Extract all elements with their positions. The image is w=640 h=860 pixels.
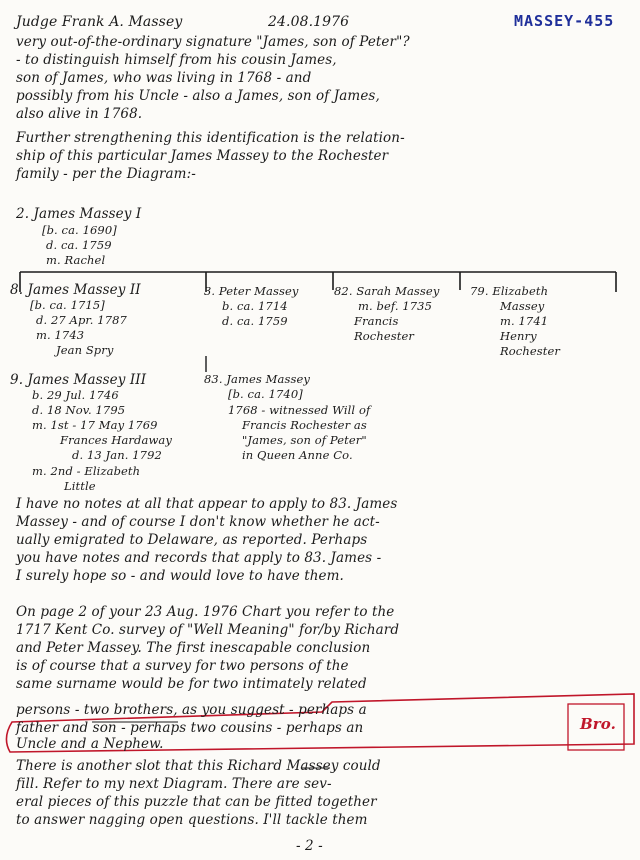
tree-node-detail: Francis (354, 314, 399, 328)
survey-line: and Peter Massey. The first inescapable conclusion (16, 640, 371, 656)
tree-node-name: 9. James Massey III (10, 372, 147, 388)
tree-node-name: 82. Sarah Massey (334, 284, 440, 298)
relationship-line: ship of this particular James Massey to the Rochester (16, 148, 389, 164)
tree-node-detail: m. Rachel (46, 253, 106, 267)
tree-node-detail: m. 1st - 17 May 1769 (32, 418, 158, 432)
tree-node-detail: m. bef. 1735 (358, 299, 433, 313)
survey-line: There is another slot that this Richard Massey could (16, 758, 381, 774)
survey-line: is of course that a survey for two persons of the (16, 658, 349, 674)
intro-line: also alive in 1768. (16, 106, 143, 122)
tree-node-detail: [b. ca. 1715] (30, 298, 105, 312)
intro-line: very out-of-the-ordinary signature "James, son of Peter"? (16, 34, 410, 50)
document-date: 24.08.1976 (268, 14, 350, 30)
intro-line: - to distinguish himself from his cousin James, (16, 52, 337, 68)
tree-node-detail: Little (64, 479, 96, 493)
survey-line: to answer nagging open questions. I'll tackle them (16, 812, 368, 828)
archive-stamp: MASSEY-455 (514, 12, 615, 30)
notes-line: Massey - and of course I don't know whether he act- (16, 514, 380, 530)
survey-line: Uncle and a Nephew. (16, 736, 164, 752)
tree-node-detail: 1768 - witnessed Will of (228, 403, 371, 417)
relationship-line: Further strengthening this identification is the relation- (16, 130, 405, 146)
tree-node-detail: in Queen Anne Co. (242, 448, 353, 462)
tree-node-name: 8. James Massey II (10, 282, 141, 298)
tree-node-detail: Jean Spry (56, 343, 114, 357)
tree-node-detail: b. 29 Jul. 1746 (32, 388, 119, 402)
survey-line: eral pieces of this puzzle that can be fitted together (16, 794, 377, 810)
notes-line: you have notes and records that apply to 83. James - (16, 550, 382, 566)
tree-node-detail: d. ca. 1759 (46, 238, 112, 252)
tree-node-detail: Henry (500, 329, 537, 343)
tree-node-detail: Rochester (500, 344, 560, 358)
tree-node-detail: d. 27 Apr. 1787 (36, 313, 127, 327)
tree-node-detail: d. 13 Jan. 1792 (72, 448, 162, 462)
tree-node-detail: "James, son of Peter" (242, 433, 367, 447)
document-author: Judge Frank A. Massey (16, 14, 183, 30)
tree-node-detail: d. ca. 1759 (222, 314, 288, 328)
margin-note: Bro. (580, 715, 616, 733)
notes-line: I have no notes at all that appear to apply to 83. James (16, 496, 398, 512)
survey-line: fill. Refer to my next Diagram. There are sev- (16, 776, 332, 792)
tree-node-detail: b. ca. 1714 (222, 299, 288, 313)
tree-node-detail: Massey (500, 299, 545, 313)
tree-node-detail: d. 18 Nov. 1795 (32, 403, 126, 417)
tree-node-name: 2. James Massey I (16, 206, 142, 222)
survey-line: 1717 Kent Co. survey of "Well Meaning" for/by Richard (16, 622, 400, 638)
notes-line: ually emigrated to Delaware, as reported. Perhaps (16, 532, 368, 548)
tree-node-detail: Rochester (354, 329, 414, 343)
tree-node-name: 79. Elizabeth (470, 284, 549, 298)
tree-node-detail: Francis Rochester as (242, 418, 367, 432)
survey-line: persons - two brothers, as you suggest - perhaps a (16, 702, 367, 718)
survey-line: On page 2 of your 23 Aug. 1976 Chart you refer to the (16, 604, 395, 620)
tree-node-detail: m. 1741 (500, 314, 549, 328)
tree-node-detail: m. 1743 (36, 328, 85, 342)
page-number: - 2 - (296, 838, 323, 854)
tree-node-detail: m. 2nd - Elizabeth (32, 464, 141, 478)
tree-node-detail: [b. ca. 1690] (42, 223, 117, 237)
tree-node-detail: Frances Hardaway (60, 433, 172, 447)
survey-line: same surname would be for two intimately related (16, 676, 367, 692)
relationship-line: family - per the Diagram:- (16, 166, 196, 182)
notes-line: I surely hope so - and would love to have them. (16, 568, 344, 584)
tree-node-name: 83. James Massey (204, 372, 311, 386)
tree-node-name: 3. Peter Massey (204, 284, 299, 298)
survey-line: father and son - perhaps two cousins - perhaps an (16, 720, 364, 736)
intro-line: possibly from his Uncle - also a James, son of James, (16, 88, 380, 104)
intro-line: son of James, who was living in 1768 - and (16, 70, 312, 86)
tree-node-detail: [b. ca. 1740] (228, 387, 303, 401)
